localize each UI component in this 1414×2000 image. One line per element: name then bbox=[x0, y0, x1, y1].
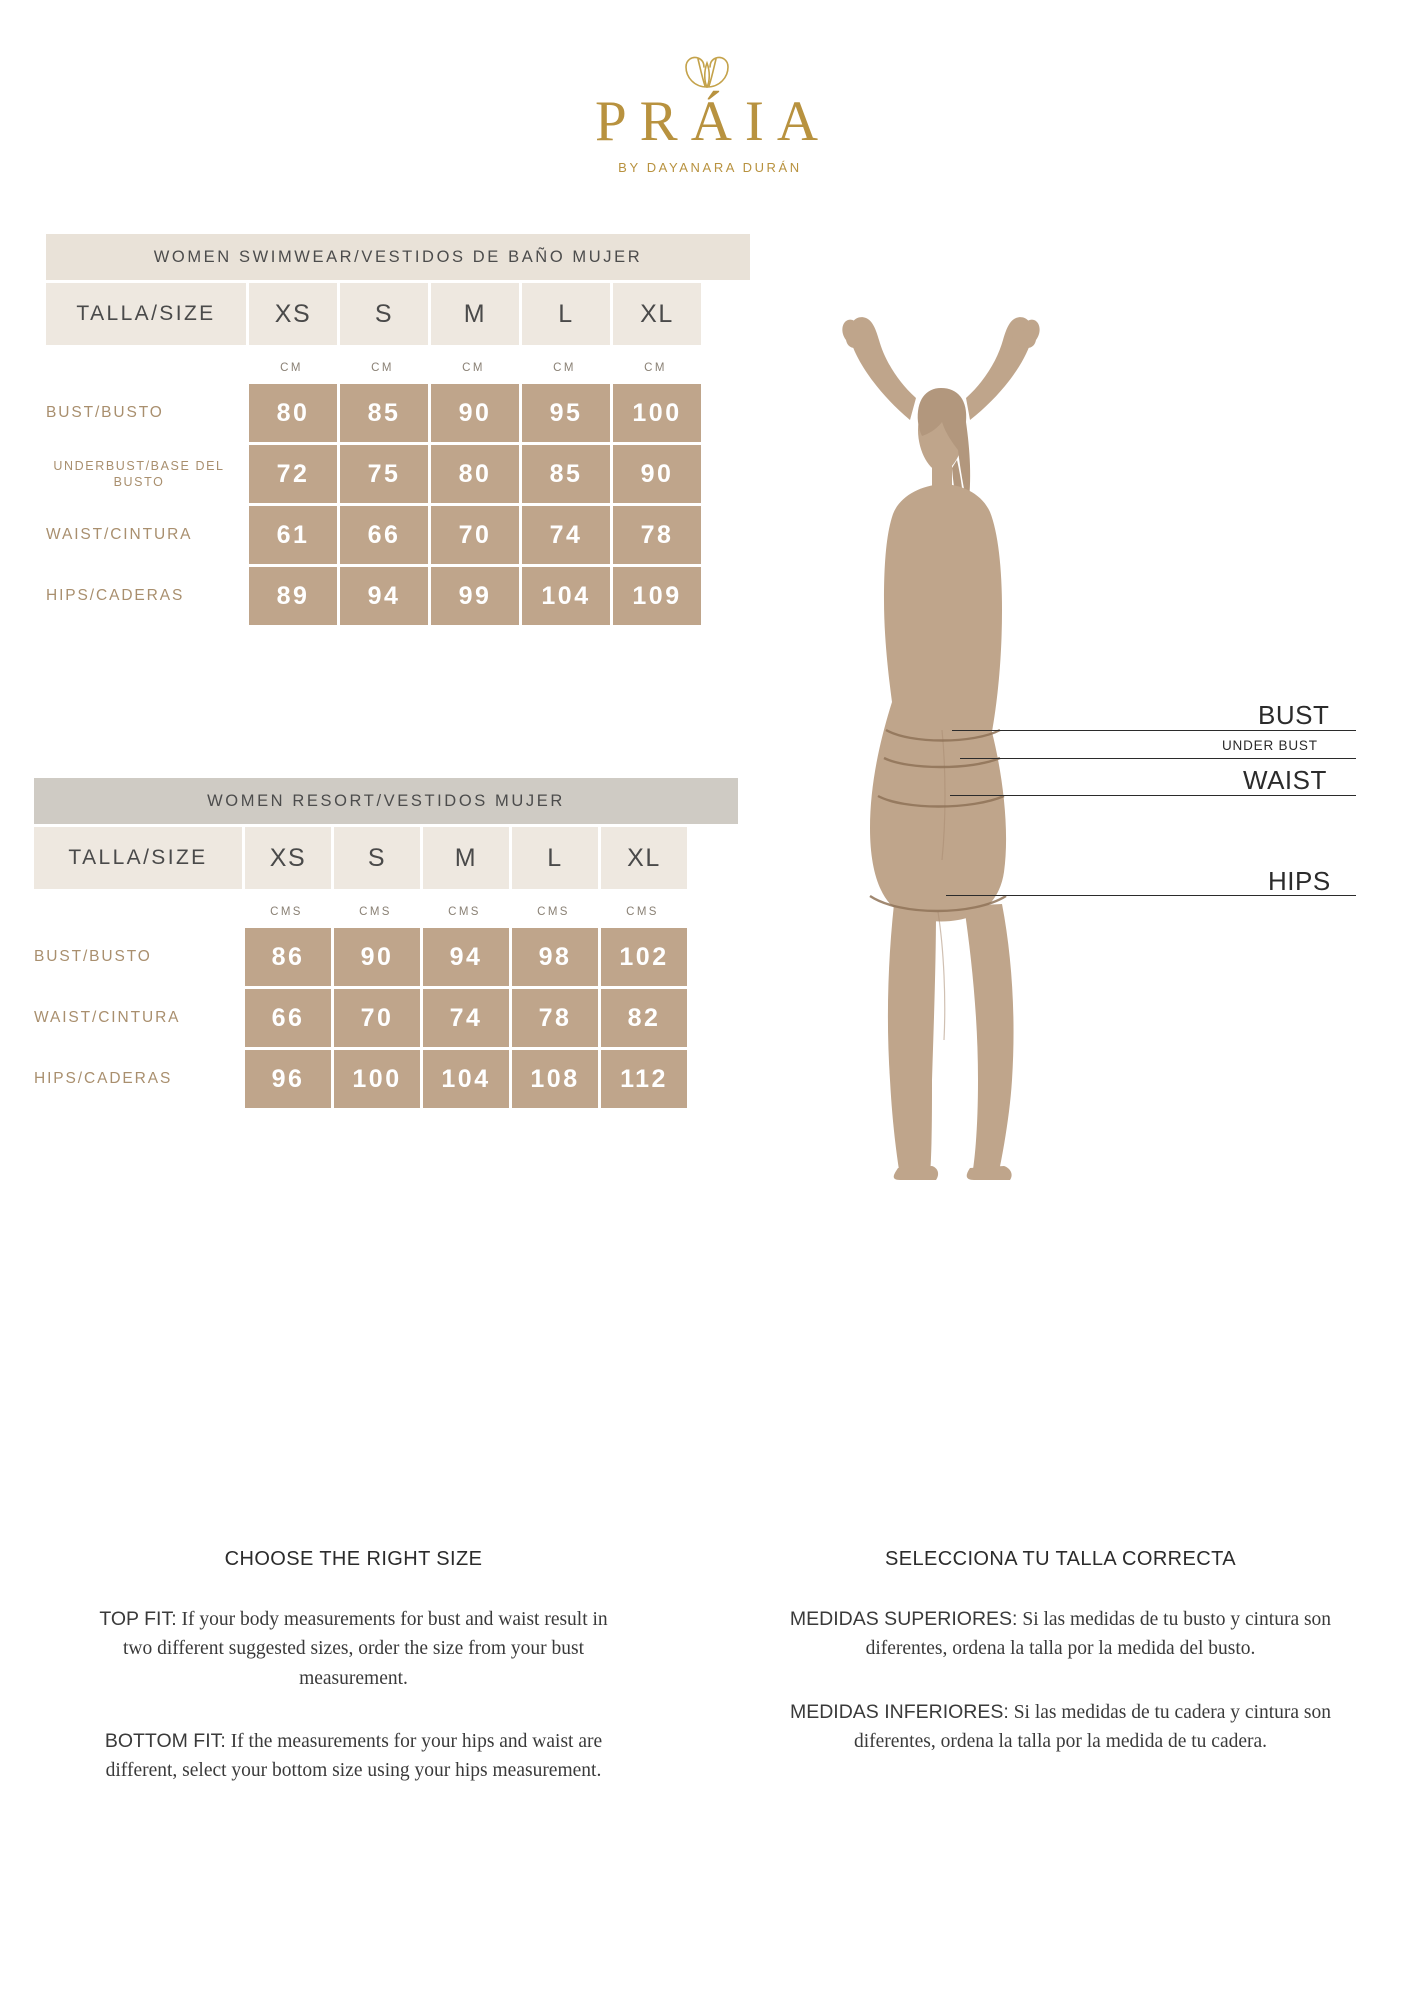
note-top-fit bbox=[72, 1605, 635, 1693]
swimwear-size-s: S bbox=[337, 283, 428, 345]
resort-bust-l: 98 bbox=[509, 928, 598, 986]
swimwear-size-table bbox=[46, 234, 750, 628]
resort-waist-s: 70 bbox=[331, 989, 420, 1047]
note-bottom-fit bbox=[72, 1727, 635, 1786]
swimwear-unit-row bbox=[46, 345, 750, 384]
table-row bbox=[46, 506, 750, 564]
swimwear-bust-l: 95 bbox=[519, 384, 610, 442]
note-medidas-inferiores-strong: MEDIDAS INFERIORES: bbox=[789, 1700, 1009, 1723]
table-row bbox=[46, 567, 750, 625]
resort-size-s: S bbox=[331, 827, 420, 889]
swimwear-bust-xs: 80 bbox=[246, 384, 337, 442]
swimwear-bust-xl: 100 bbox=[610, 384, 701, 442]
resort-waist-l: 78 bbox=[509, 989, 598, 1047]
note-medidas-superiores-strong: MEDIDAS SUPERIORES: bbox=[789, 1608, 1018, 1630]
swimwear-waist-xs: 61 bbox=[246, 506, 337, 564]
swimwear-hips-s: 94 bbox=[337, 567, 428, 625]
swimwear-hips-l: 104 bbox=[519, 567, 610, 625]
swimwear-underbust-m: 80 bbox=[428, 445, 519, 503]
brand-tagline: BY DAYANARA DURÁN bbox=[618, 160, 802, 175]
resort-table-header: WOMEN RESORT/VESTIDOS MUJER bbox=[34, 778, 738, 824]
resort-size-table bbox=[34, 778, 738, 1111]
note-medidas-superiores bbox=[779, 1605, 1342, 1664]
resort-size-xl: XL bbox=[598, 827, 687, 889]
waist-measure-label: WAIST bbox=[1243, 765, 1327, 795]
resort-hips-xl: 112 bbox=[598, 1050, 687, 1108]
underbust-measure-label: UNDER BUST bbox=[1222, 738, 1318, 753]
resort-unit-l: CMS bbox=[537, 906, 570, 918]
resort-size-label: TALLA/SIZE bbox=[34, 827, 242, 889]
resort-hips-l: 108 bbox=[509, 1050, 598, 1108]
resort-size-l: L bbox=[509, 827, 598, 889]
table-row bbox=[46, 445, 750, 503]
hips-measure-label: HIPS bbox=[1268, 866, 1331, 896]
notes-section bbox=[0, 1548, 1414, 1819]
row-label-waist: WAIST/CINTURA bbox=[34, 1008, 181, 1026]
swimwear-table-header: WOMEN SWIMWEAR/VESTIDOS DE BAÑO MUJER bbox=[46, 234, 750, 280]
note-top-fit-text: If your body measurements for bust and waist result in two different suggested sizes, order the size from your bust measurement. bbox=[122, 1609, 608, 1689]
swimwear-unit-m: CM bbox=[462, 362, 485, 374]
swimwear-waist-l: 74 bbox=[519, 506, 610, 564]
resort-unit-s: CMS bbox=[359, 906, 392, 918]
notes-spanish bbox=[707, 1548, 1414, 1819]
table-row bbox=[46, 384, 750, 442]
shell-icon bbox=[684, 55, 730, 89]
row-label-hips: HIPS/CADERAS bbox=[46, 586, 185, 604]
note-medidas-inferiores-text: Si las medidas de tu cadera y cintura son diferentes, ordena la talla por la medida de tu cadera. bbox=[853, 1701, 1332, 1752]
swimwear-size-l: L bbox=[519, 283, 610, 345]
swimwear-unit-l: CM bbox=[553, 362, 576, 374]
swimwear-size-xl: XL bbox=[610, 283, 701, 345]
swimwear-waist-s: 66 bbox=[337, 506, 428, 564]
swimwear-hips-xl: 109 bbox=[610, 567, 701, 625]
note-top-fit-strong: TOP FIT: bbox=[99, 1608, 177, 1630]
row-label-waist: WAIST/CINTURA bbox=[46, 525, 193, 543]
brand-logo bbox=[0, 55, 1414, 175]
note-bottom-fit-text: If the measurements for your hips and waist are different, select your bottom size using your hips measurement. bbox=[105, 1730, 603, 1781]
table-row bbox=[34, 928, 738, 986]
resort-unit-xs: CMS bbox=[270, 906, 303, 918]
resort-hips-m: 104 bbox=[420, 1050, 509, 1108]
bust-measure-label: BUST bbox=[1258, 700, 1330, 730]
row-label-hips: HIPS/CADERAS bbox=[34, 1069, 173, 1087]
resort-bust-s: 90 bbox=[331, 928, 420, 986]
swimwear-unit-s: CM bbox=[371, 362, 394, 374]
resort-unit-row bbox=[34, 889, 738, 928]
resort-waist-xl: 82 bbox=[598, 989, 687, 1047]
table-row bbox=[34, 1050, 738, 1108]
swimwear-underbust-xs: 72 bbox=[246, 445, 337, 503]
swimwear-waist-xl: 78 bbox=[610, 506, 701, 564]
female-body-silhouette bbox=[760, 300, 1160, 1180]
row-label-bust: BUST/BUSTO bbox=[34, 947, 152, 965]
resort-hips-xs: 96 bbox=[242, 1050, 331, 1108]
swimwear-size-label: TALLA/SIZE bbox=[46, 283, 246, 345]
row-label-bust: BUST/BUSTO bbox=[46, 403, 164, 421]
notes-title-en: CHOOSE THE RIGHT SIZE bbox=[224, 1548, 483, 1570]
resort-unit-m: CMS bbox=[448, 906, 481, 918]
resort-unit-xl: CMS bbox=[626, 906, 659, 918]
row-label-underbust: UNDERBUST/BASE DEL BUSTO bbox=[53, 458, 225, 489]
swimwear-unit-xs: CM bbox=[280, 362, 303, 374]
swimwear-hips-m: 99 bbox=[428, 567, 519, 625]
resort-bust-xl: 102 bbox=[598, 928, 687, 986]
notes-english bbox=[0, 1548, 707, 1819]
swimwear-hips-xs: 89 bbox=[246, 567, 337, 625]
swimwear-size-xs: XS bbox=[246, 283, 337, 345]
resort-size-row bbox=[34, 827, 738, 889]
swimwear-underbust-s: 75 bbox=[337, 445, 428, 503]
resort-waist-m: 74 bbox=[420, 989, 509, 1047]
swimwear-unit-xl: CM bbox=[644, 362, 667, 374]
swimwear-size-row bbox=[46, 283, 750, 345]
resort-bust-m: 94 bbox=[420, 928, 509, 986]
resort-hips-s: 100 bbox=[331, 1050, 420, 1108]
note-medidas-inferiores bbox=[779, 1698, 1342, 1757]
swimwear-bust-m: 90 bbox=[428, 384, 519, 442]
resort-size-xs: XS bbox=[242, 827, 331, 889]
swimwear-bust-s: 85 bbox=[337, 384, 428, 442]
brand-name: PRÁIA bbox=[594, 90, 832, 153]
resort-waist-xs: 66 bbox=[242, 989, 331, 1047]
table-row bbox=[34, 989, 738, 1047]
notes-title-es: SELECCIONA TU TALLA CORRECTA bbox=[885, 1548, 1236, 1570]
swimwear-underbust-l: 85 bbox=[519, 445, 610, 503]
note-bottom-fit-strong: BOTTOM FIT: bbox=[104, 1729, 226, 1752]
swimwear-size-m: M bbox=[428, 283, 519, 345]
resort-bust-xs: 86 bbox=[242, 928, 331, 986]
swimwear-waist-m: 70 bbox=[428, 506, 519, 564]
swimwear-underbust-xl: 90 bbox=[610, 445, 701, 503]
resort-size-m: M bbox=[420, 827, 509, 889]
note-medidas-superiores-text: Si las medidas de tu busto y cintura son diferentes, ordena la talla por la medida del busto. bbox=[865, 1609, 1332, 1660]
underbust-leader-line bbox=[960, 758, 1356, 759]
